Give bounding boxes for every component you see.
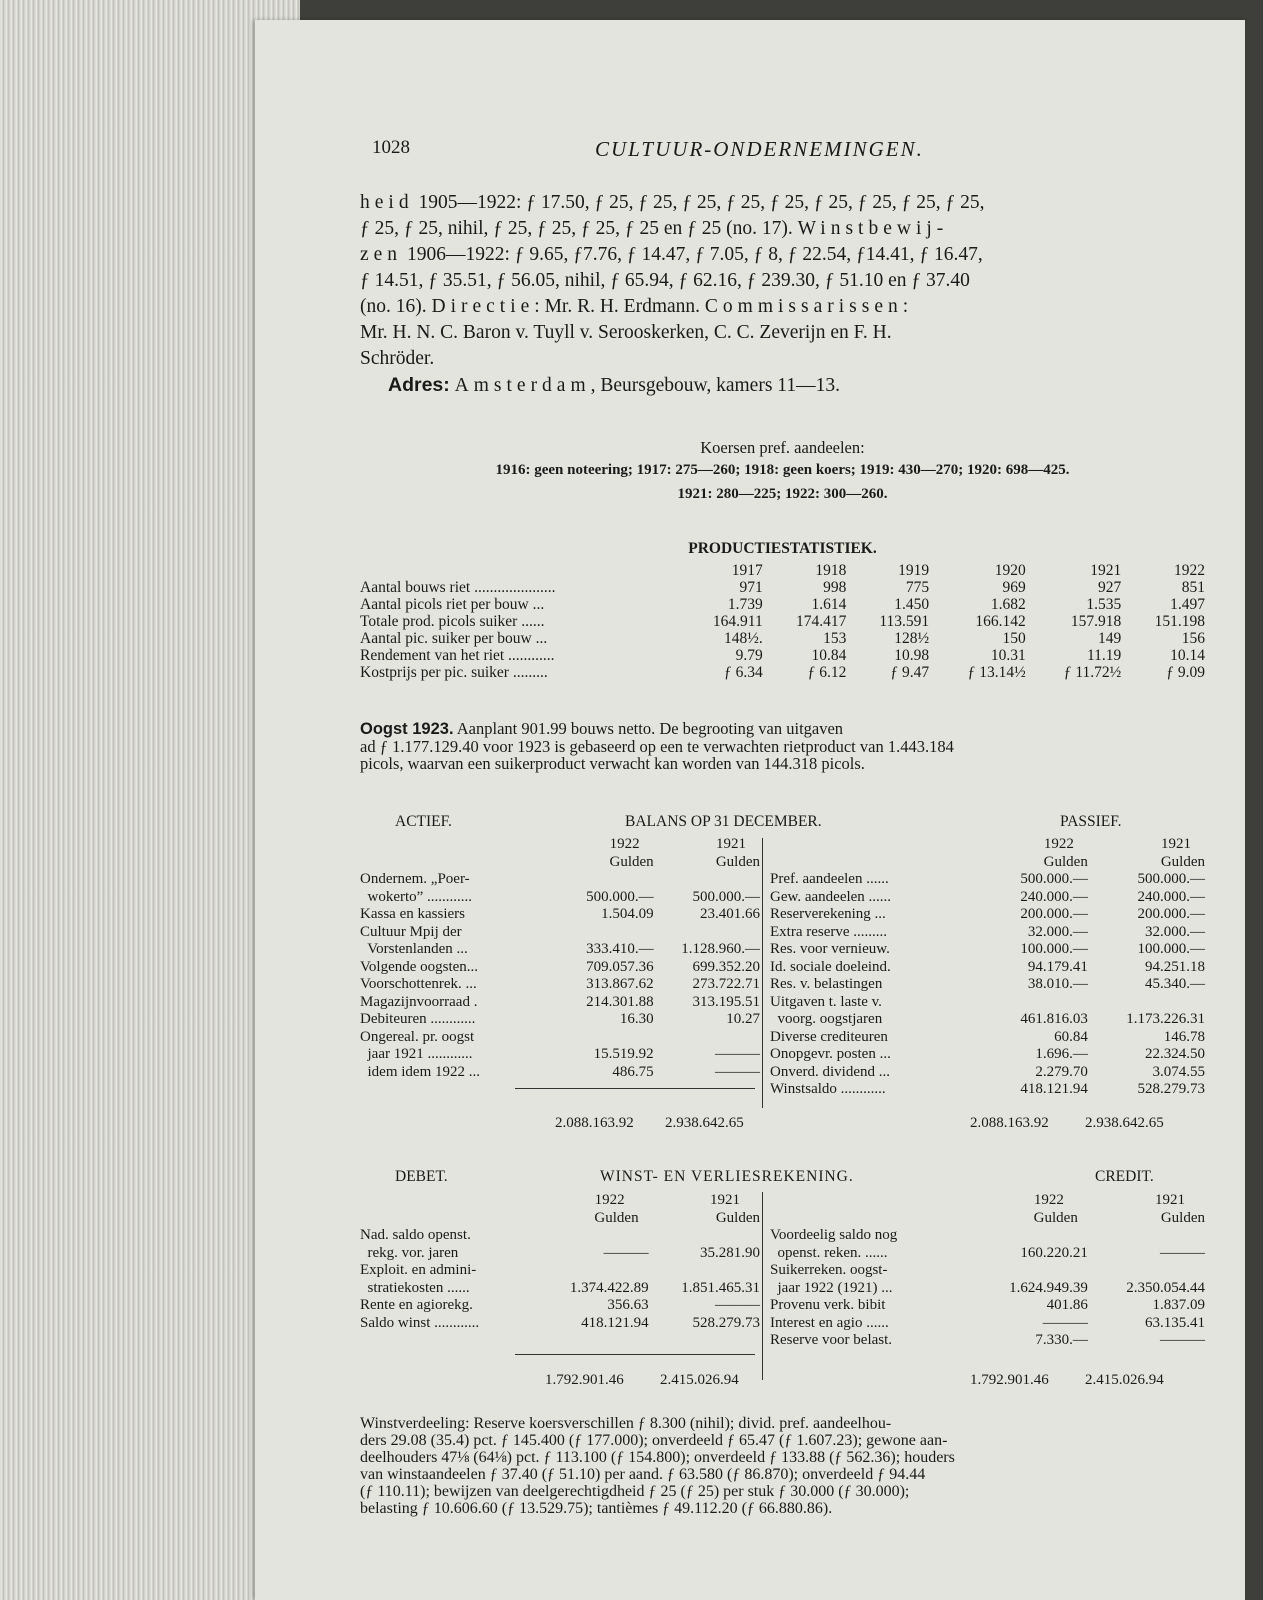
production-row <box>360 630 1205 647</box>
intro-heid: heid <box>360 192 414 213</box>
ledger-row-label: Extra reserve ......... <box>770 923 888 940</box>
ledger-value-1922: 1.696.— <box>1035 1046 1088 1062</box>
ledger-value-1922: 200.000.— <box>1020 906 1088 922</box>
wv-divider <box>762 1192 763 1380</box>
ledger-value-1921: 23.401.66 <box>700 906 760 922</box>
production-value-cell: ƒ 11.72½ <box>1063 664 1122 681</box>
oogst-line-3: picols, waarvan een suikerproduct verwacht kan worden van 144.318 picols. <box>360 754 865 773</box>
ledger-row-label: idem idem 1922 ... <box>360 1063 480 1080</box>
page-number: 1028 <box>372 137 410 158</box>
ledger-row <box>770 1315 1205 1333</box>
ledger-value-1922 <box>974 994 1088 1012</box>
ledger-value-1921 <box>1088 1262 1205 1280</box>
ledger-value-1921: 273.722.71 <box>692 976 760 992</box>
ledger-row-label: stratiekosten ...... <box>360 1279 470 1296</box>
col-unit: Gulden <box>1160 1209 1205 1226</box>
ledger-value-1921: 500.000.— <box>1137 871 1205 887</box>
wv-debet-head: DEBET. <box>395 1168 448 1185</box>
production-value-cell: 1.614 <box>811 596 847 613</box>
ledger-value-1921: 240.000.— <box>1137 888 1205 905</box>
production-table <box>360 562 1205 681</box>
ledger-value-1922: 160.220.21 <box>1020 1244 1088 1261</box>
year-cell: 1918 <box>815 562 847 579</box>
ledger-row <box>770 959 1205 977</box>
oogst-paragraph <box>360 720 1205 772</box>
ledger-value-1921: 63.135.41 <box>1145 1314 1205 1331</box>
production-row-label: Aantal bouws riet ..................... <box>360 579 556 596</box>
production-value-cell: 151.198 <box>1154 613 1205 630</box>
ledger-row-label: jaar 1922 (1921) ... <box>770 1279 893 1296</box>
production-value-cell: 11.19 <box>1086 647 1122 664</box>
intro-line-1: 1905—1922: ƒ 17.50, ƒ 25, ƒ 25, ƒ 25, ƒ 25, ƒ 25, ƒ 25, ƒ 25, ƒ 25, ƒ 25, <box>413 192 985 213</box>
ledger-value-1921: 528.279.73 <box>1137 1081 1205 1097</box>
debet-table <box>360 1192 760 1332</box>
year-cell: 1919 <box>898 562 930 579</box>
ledger-value-1922 <box>542 1227 648 1245</box>
balans-total-1922-right: 2.088.163.92 <box>970 1115 1049 1131</box>
ledger-row-label: Exploit. en admini- <box>360 1262 477 1278</box>
production-value-cell: 10.14 <box>1170 647 1205 664</box>
col-year-1921: 1921 <box>1155 1192 1185 1208</box>
production-row <box>360 664 1205 681</box>
intro-line-5e: : <box>902 296 909 317</box>
ledger-value-1921: 10.27 <box>726 1011 760 1027</box>
col-year-1922: 1922 <box>1043 836 1074 852</box>
credit-table <box>770 1192 1205 1350</box>
ledger-row-label: Ondernem. „Poer- <box>360 871 470 887</box>
ledger-row <box>770 941 1205 959</box>
balans-total-1921-right: 2.938.642.65 <box>1085 1115 1164 1131</box>
production-row-label: Kostprijs per pic. suiker ......... <box>360 664 548 681</box>
passief-table <box>770 836 1205 1099</box>
ledger-value-1921: ——— <box>1160 1332 1205 1348</box>
ledger-value-1922: 486.75 <box>612 1063 654 1080</box>
intro-line-2: ƒ 25, ƒ 25, nihil, ƒ 25, ƒ 25, ƒ 25, ƒ 25 en ƒ 25 (no. 17). <box>360 218 798 239</box>
ledger-row-label: Voorschottenrek. ... <box>360 976 477 992</box>
ledger-row-label: Volgende oogsten... <box>360 958 479 975</box>
production-value-cell: 153 <box>823 630 847 647</box>
ledger-value-1921: ——— <box>715 1063 760 1080</box>
ledger-value-1922: 333.410.— <box>586 941 654 957</box>
balans-total-rule-left <box>515 1088 755 1089</box>
production-row <box>360 579 1205 596</box>
ledger-row <box>360 1227 760 1245</box>
winstverdeeling-line: belasting ƒ 10.606.60 (ƒ 13.529.75); tantièmes ƒ 49.112.20 (ƒ 66.880.86). <box>360 1500 833 1517</box>
production-value-cell: 1.497 <box>1170 596 1205 613</box>
intro-line-5c: : Mr. R. H. Erdmann. <box>534 296 705 317</box>
ledger-value-1922: 461.816.03 <box>1020 1011 1088 1027</box>
ledger-row <box>770 871 1205 889</box>
year-cell: 1917 <box>731 562 763 579</box>
ledger-row-label: Uitgaven t. laste v. <box>770 993 882 1010</box>
ledger-value-1921: 3.074.55 <box>1152 1063 1205 1080</box>
ledger-value-1921: ——— <box>715 1297 760 1313</box>
production-value-cell: 969 <box>1002 579 1026 596</box>
ledger-value-1922: 15.519.92 <box>593 1046 654 1062</box>
ledger-row <box>770 1081 1205 1099</box>
ledger-row <box>360 1046 760 1064</box>
ledger-row <box>360 1064 760 1082</box>
ledger-row <box>360 871 760 889</box>
balans-total-1922-left: 2.088.163.92 <box>555 1115 634 1131</box>
actief-table <box>360 836 760 1081</box>
ledger-value-1921 <box>654 1029 760 1047</box>
book-page <box>255 20 1245 1600</box>
ledger-row <box>360 1315 760 1333</box>
ledger-value-1922: 100.000.— <box>1020 941 1088 957</box>
ledger-row-label: Vorstenlanden ... <box>360 941 468 957</box>
production-value-cell: 10.98 <box>894 647 930 664</box>
production-value-cell: 998 <box>823 579 847 596</box>
ledger-row <box>770 1332 1205 1350</box>
col-unit: Gulden <box>594 1209 639 1226</box>
ledger-value-1922: 2.279.70 <box>1035 1063 1088 1080</box>
ledger-row <box>360 994 760 1012</box>
ledger-row <box>360 976 760 994</box>
production-value-cell: 1.739 <box>727 596 763 613</box>
ledger-value-1922: 500.000.— <box>586 888 654 905</box>
ledger-row-label: Cultuur Mpij der <box>360 923 462 940</box>
ledger-row <box>770 1011 1205 1029</box>
ledger-row <box>770 1046 1205 1064</box>
ledger-value-1922: 313.867.62 <box>586 976 654 992</box>
ledger-row <box>360 941 760 959</box>
ledger-row-label: jaar 1921 ............ <box>360 1046 473 1062</box>
ledger-row <box>360 1262 760 1280</box>
ledger-value-1921: 35.281.90 <box>700 1244 760 1261</box>
wv-total-1922-left: 1.792.901.46 <box>545 1372 624 1388</box>
ledger-row-label: Pref. aandeelen ...... <box>770 871 889 887</box>
winstverdeeling-line: Winstverdeeling: Reserve koersverschillen ƒ 8.300 (nihil); divid. pref. aandeelhou- <box>360 1415 892 1432</box>
ledger-value-1921: 100.000.— <box>1137 941 1205 957</box>
production-value-cell: 166.142 <box>975 613 1026 630</box>
ledger-value-1921: 313.195.51 <box>692 993 760 1010</box>
koersen-title: Koersen pref. aandeelen: <box>700 438 865 457</box>
ledger-row <box>770 1297 1205 1315</box>
ledger-row-label: openst. reken. ...... <box>770 1244 888 1261</box>
production-value-cell: 971 <box>739 579 763 596</box>
col-year-1922: 1922 <box>1033 1192 1064 1208</box>
production-value-cell: 113.591 <box>879 613 930 630</box>
oogst-line-1: Aanplant 901.99 bouws netto. De begrooting van uitgaven <box>453 719 844 738</box>
intro-commissarissen: Commissarissen <box>704 296 903 317</box>
production-value-cell: 775 <box>905 579 930 596</box>
ledger-value-1921 <box>654 924 760 942</box>
production-value-cell: 10.31 <box>990 647 1026 664</box>
col-unit: Gulden <box>715 1209 760 1226</box>
col-unit: Gulden <box>1043 853 1088 870</box>
ledger-row-label: Debiteuren ............ <box>360 1011 476 1027</box>
ledger-value-1922: 240.000.— <box>1020 888 1088 905</box>
col-year-1921: 1921 <box>1161 836 1191 852</box>
year-cell: 1922 <box>1174 562 1205 579</box>
ledger-row-label: Saldo winst ............ <box>360 1314 480 1331</box>
ledger-value-1922: 214.301.88 <box>586 993 654 1010</box>
ledger-value-1921: 528.279.73 <box>692 1314 760 1331</box>
koersen-line-2: 1921: 280—225; 1922: 300—260. <box>677 486 888 502</box>
ledger-value-1921: 94.251.18 <box>1145 958 1205 975</box>
koersen-line-1: 1916: geen noteering; 1917: 275—260; 1918: geen koers; 1919: 430—270; 1920: 698—425. <box>495 462 1070 478</box>
ledger-row-label: Onverd. dividend ... <box>770 1063 890 1080</box>
ledger-row-label: Onopgevr. posten ... <box>770 1046 891 1062</box>
intro-zen: zen <box>360 244 403 265</box>
ledger-value-1922: ——— <box>603 1244 649 1261</box>
ledger-value-1922 <box>542 1262 648 1280</box>
production-value-cell: 1.535 <box>1086 596 1122 613</box>
production-value-cell: ƒ 6.12 <box>807 664 847 681</box>
production-row <box>360 647 1205 664</box>
production-value-cell: 164.911 <box>712 613 763 630</box>
ledger-row-label: rekg. vor. jaren <box>360 1244 459 1261</box>
ledger-row <box>770 976 1205 994</box>
balans-actief-head: ACTIEF. <box>395 813 452 830</box>
ledger-row-label: Gew. aandeelen ...... <box>770 888 892 905</box>
ledger-value-1921: 146.78 <box>1163 1028 1205 1045</box>
production-value-cell: 157.918 <box>1070 613 1122 630</box>
ledger-row <box>770 1227 1205 1245</box>
production-value-cell: 1.682 <box>990 596 1026 613</box>
ledger-row-label: Provenu verk. bibit <box>770 1297 886 1313</box>
ledger-row-label: Winstsaldo ............ <box>770 1081 886 1097</box>
balans-total-1921-left: 2.938.642.65 <box>665 1115 744 1131</box>
ledger-row <box>360 1280 760 1298</box>
winstverdeeling-paragraph <box>360 1415 1205 1517</box>
production-value-cell: ƒ 6.34 <box>723 664 763 681</box>
ledger-row-label: Reserverekening ... <box>770 906 886 922</box>
ledger-row <box>770 1064 1205 1082</box>
ledger-value-1921 <box>1088 1227 1205 1245</box>
intro-winstbewijzen: Winstbewij- <box>797 218 949 239</box>
balans-title: BALANS OP 31 DECEMBER. <box>625 813 822 830</box>
ledger-value-1922: 709.057.36 <box>586 958 654 975</box>
year-cell: 1920 <box>994 562 1026 579</box>
ledger-value-1922: 401.86 <box>1046 1297 1088 1313</box>
balans-passief-head: PASSIEF. <box>1060 813 1122 830</box>
production-row <box>360 613 1205 630</box>
production-value-cell: 149 <box>1098 630 1122 647</box>
ledger-row <box>360 889 760 907</box>
intro-line-3: 1906—1922: ƒ 9.65, ƒ7.76, ƒ 14.47, ƒ 7.05, ƒ 8, ƒ 22.54, ƒ14.41, ƒ 16.47, <box>402 244 983 265</box>
ledger-value-1922 <box>552 1029 653 1047</box>
ledger-row-label: Voordeelig saldo nog <box>770 1227 898 1243</box>
intro-line-4: ƒ 14.51, ƒ 35.51, ƒ 56.05, nihil, ƒ 65.94, ƒ 62.16, ƒ 239.30, ƒ 51.10 en ƒ 37.40 <box>360 270 970 291</box>
adres-city: Amsterdam <box>454 375 591 396</box>
ledger-value-1921: 22.324.50 <box>1145 1046 1205 1062</box>
ledger-row <box>360 1297 760 1315</box>
winstverdeeling-line: (ƒ 110.11); bewijzen van deelgerechtigdheid ƒ 25 (ƒ 25) per stuk ƒ 30.000 (ƒ 30.000); <box>360 1483 910 1500</box>
ledger-value-1922: 1.624.949.39 <box>1009 1279 1088 1296</box>
ledger-row-label: Reserve voor belast. <box>770 1332 893 1348</box>
intro-line-7: Schröder. <box>360 348 435 369</box>
production-title: PRODUCTIESTATISTIEK. <box>688 540 877 557</box>
intro-line-6: Mr. H. N. C. Baron v. Tuyll v. Serooskerken, C. C. Zeverijn en F. H. <box>360 322 892 343</box>
col-unit: Gulden <box>1160 853 1205 870</box>
ledger-value-1921: ——— <box>715 1046 760 1062</box>
ledger-value-1921: ——— <box>1160 1244 1205 1261</box>
production-value-cell: 150 <box>1002 630 1026 647</box>
production-row-label: Totale prod. picols suiker ...... <box>360 613 545 630</box>
ledger-value-1921: 2.350.054.44 <box>1126 1279 1205 1296</box>
ledger-value-1922: 1.374.422.89 <box>569 1279 649 1296</box>
ledger-row <box>770 889 1205 907</box>
col-year-1922: 1922 <box>594 1192 625 1208</box>
ledger-row <box>770 1280 1205 1298</box>
ledger-value-1921: 1.837.09 <box>1152 1297 1205 1313</box>
oogst-label: Oogst 1923. <box>360 720 454 738</box>
ledger-row <box>360 959 760 977</box>
wv-credit-head: CREDIT. <box>1095 1168 1154 1185</box>
ledger-row <box>360 924 760 942</box>
ledger-value-1922: 1.504.09 <box>601 906 654 922</box>
ledger-value-1921: 1.128.960.— <box>681 941 760 957</box>
ledger-row <box>360 1029 760 1047</box>
ledger-row-label: Ongereal. pr. oogst <box>360 1028 475 1045</box>
ledger-row-label: Suikerreken. oogst- <box>770 1262 888 1278</box>
ledger-row <box>360 1245 760 1263</box>
ledger-value-1922: 60.84 <box>1054 1028 1088 1045</box>
winstverdeeling-line: ders 29.08 (35.4) pct. ƒ 145.400 (ƒ 177.000); onverdeeld ƒ 65.47 (ƒ 1.607.23); gewone aan- <box>360 1432 948 1449</box>
production-value-cell: 148½. <box>723 630 763 647</box>
ledger-value-1922: 94.179.41 <box>1027 958 1088 975</box>
intro-directie: Directie <box>431 296 535 317</box>
oogst-line-2: ad ƒ 1.177.129.40 voor 1923 is gebaseerd op een te verwachten rietproduct van 1.443.184 <box>360 737 954 756</box>
ledger-row-label: Kassa en kassiers <box>360 906 465 922</box>
col-year-1922: 1922 <box>609 836 640 852</box>
ledger-row <box>770 906 1205 924</box>
col-unit: Gulden <box>1033 1209 1078 1226</box>
wv-total-rule-left <box>515 1354 755 1355</box>
ledger-value-1922: 7.330.— <box>1035 1332 1088 1348</box>
ledger-value-1922: 418.121.94 <box>1020 1081 1088 1097</box>
production-value-cell: 851 <box>1181 579 1205 596</box>
ledger-row-label: Res. voor vernieuw. <box>770 941 890 957</box>
ledger-value-1921 <box>649 1227 760 1245</box>
ledger-value-1922 <box>552 924 653 942</box>
ledger-value-1922 <box>974 1262 1088 1280</box>
ledger-value-1922: 418.121.94 <box>581 1314 649 1331</box>
intro-paragraph <box>360 190 1205 399</box>
ledger-value-1922: 500.000.— <box>1020 871 1088 887</box>
ledger-value-1922: 16.30 <box>619 1011 654 1027</box>
ledger-row-label: Interest en agio ...... <box>770 1314 889 1331</box>
ledger-row-label: Id. sociale doeleind. <box>770 958 891 975</box>
production-value-cell: 927 <box>1098 579 1122 596</box>
ledger-row <box>770 924 1205 942</box>
ledger-value-1922: 32.000.— <box>1027 923 1088 940</box>
wv-total-1922-right: 1.792.901.46 <box>970 1372 1049 1388</box>
ledger-row <box>770 1262 1205 1280</box>
ledger-value-1921: 45.340.— <box>1145 976 1205 992</box>
col-year-1921: 1921 <box>716 836 746 852</box>
ledger-row <box>770 1245 1205 1263</box>
adres-rest: , Beursgebouw, kamers 11—13. <box>590 375 840 396</box>
year-cell: 1921 <box>1090 562 1122 579</box>
wv-total-1921-right: 2.415.026.94 <box>1085 1372 1164 1388</box>
balans-divider <box>762 838 763 1108</box>
intro-line-5a: (no. 16). <box>360 296 432 317</box>
ledger-row-label: wokerto” ............ <box>360 888 473 905</box>
ledger-value-1922: ——— <box>1042 1314 1088 1331</box>
ledger-row <box>360 906 760 924</box>
ledger-value-1921: 200.000.— <box>1137 906 1205 922</box>
ledger-value-1921 <box>649 1262 760 1280</box>
ledger-value-1922: 38.010.— <box>1027 976 1088 992</box>
production-row-label: Rendement van het riet ............ <box>360 647 555 664</box>
wv-total-1921-left: 2.415.026.94 <box>660 1372 739 1388</box>
production-value-cell: 174.417 <box>796 613 847 630</box>
ledger-row-label: Magazijnvoorraad . <box>360 993 478 1010</box>
production-row-label: Aantal picols riet per bouw ... <box>360 596 545 613</box>
wv-title: WINST- EN VERLIESREKENING. <box>600 1168 854 1185</box>
ledger-value-1921 <box>654 871 760 889</box>
ledger-row-label: voorg. oogstjaren <box>770 1011 883 1027</box>
ledger-row <box>770 1029 1205 1047</box>
ledger-row-label: Nad. saldo openst. <box>360 1227 471 1243</box>
ledger-value-1921: 500.000.— <box>692 888 760 905</box>
ledger-row-label: Diverse crediteuren <box>770 1028 888 1045</box>
production-value-cell: ƒ 9.09 <box>1166 664 1205 681</box>
col-unit: Gulden <box>609 853 654 870</box>
production-value-cell: 156 <box>1181 630 1205 647</box>
ledger-value-1921: 32.000.— <box>1145 923 1205 940</box>
production-value-cell: ƒ 9.47 <box>890 664 930 681</box>
production-value-cell: 1.450 <box>894 596 930 613</box>
production-header-row <box>360 562 1205 579</box>
ledger-value-1922: 356.63 <box>607 1297 649 1313</box>
winstverdeeling-line: van winstaandeelen ƒ 37.40 (ƒ 51.10) per aand. ƒ 63.580 (ƒ 86.870); onverdeeld ƒ 94.44 <box>360 1466 926 1483</box>
ledger-value-1922 <box>552 871 653 889</box>
ledger-row <box>770 994 1205 1012</box>
ledger-row-label: Res. v. belastingen <box>770 976 883 992</box>
ledger-row <box>360 1011 760 1029</box>
ledger-value-1921 <box>1088 994 1205 1012</box>
production-value-cell: 10.84 <box>811 647 847 664</box>
ledger-value-1921: 699.352.20 <box>692 958 760 975</box>
ledger-row-label: Rente en agiorekg. <box>360 1297 473 1313</box>
adres-label: Adres: <box>388 374 450 396</box>
col-unit: Gulden <box>715 853 760 870</box>
production-row <box>360 596 1205 613</box>
production-value-cell: ƒ 13.14½ <box>967 664 1026 681</box>
running-title: CULTUUR-ONDERNEMINGEN. <box>595 137 924 161</box>
production-value-cell: 9.79 <box>735 647 763 664</box>
production-value-cell: 128½ <box>894 630 930 647</box>
col-year-1921: 1921 <box>710 1192 740 1208</box>
ledger-value-1922 <box>974 1227 1088 1245</box>
production-row-label: Aantal pic. suiker per bouw ... <box>360 630 548 647</box>
ledger-value-1921: 1.851.465.31 <box>681 1279 760 1296</box>
winstverdeeling-line: deelhouders 47⅛ (64⅛) pct. ƒ 113.100 (ƒ 154.800); onverdeeld ƒ 133.88 (ƒ 562.36); houders <box>360 1449 955 1466</box>
ledger-value-1921: 1.173.226.31 <box>1126 1011 1205 1027</box>
